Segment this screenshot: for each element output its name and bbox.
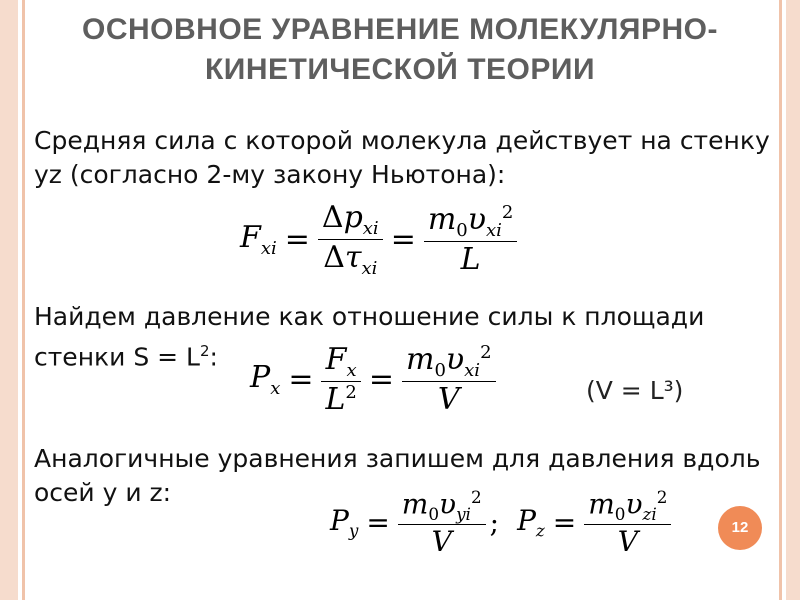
page-number-badge: 12: [718, 506, 762, 550]
formula-pressure-x-frac-2: $\frac{m_0\upsilon_{xi}^2}{V}$: [402, 342, 496, 417]
paragraph-3-line-2: осей y и z:: [34, 478, 172, 507]
title-line-1: ОСНОВНОЕ УРАВНЕНИЕ МОЛЕКУЛЯРНО-: [82, 13, 718, 46]
paragraph-1-line-2: yz (согласно 2-му закону Ньютона):: [34, 160, 506, 189]
paragraph-3-line-1: Аналогичные уравнения запишем для давления вдоль: [34, 444, 761, 473]
formula-force-frac-2: $\frac{m_0\upsilon_{xi}^2}{L}$: [424, 202, 518, 277]
title-line-2: КИНЕТИЧЕСКОЙ ТЕОРИИ: [204, 53, 596, 86]
left-border-decoration: [0, 0, 18, 600]
formula-pressure-x: $P_x$ = $\frac{F_x}{L^2}$ = $\frac{m_0\upsilon_{xi}^2}{V}$: [250, 342, 496, 417]
formula-pressure-x-lhs: $P_x$: [250, 360, 281, 399]
formula-pressure-y-lhs: $P_y$: [330, 504, 359, 541]
formula-pressure-z-frac: $\frac{m_0\upsilon_{zi}^2}{V}$: [584, 487, 671, 558]
formula-force-lhs: $F_{xi}$: [240, 220, 277, 259]
left-border-line: [22, 0, 25, 600]
formula-force-frac-1: $\frac{\Delta p_{xi}}{\Delta\tau_{xi}}$: [318, 200, 383, 279]
formula-pressure-z-lhs: $P_z$: [517, 504, 545, 541]
formula-force: $F_{xi}$ = $\frac{\Delta p_{xi}}{\Delta\tau_{xi}}$ = $\frac{m_0\upsilon_{xi}^2}{L}$: [240, 200, 517, 279]
right-border-decoration: [786, 0, 800, 600]
volume-note: (V = L³): [586, 376, 684, 405]
right-border-line: [779, 0, 782, 600]
formula-pressure-x-frac-1: $\frac{F_x}{L^2}$: [321, 342, 360, 417]
paragraph-1-line-1: Средняя сила с которой молекула действует на стенку: [34, 126, 770, 155]
formula-pressure-y-frac: $\frac{m_0\upsilon_{yi}^2}{V}$: [398, 487, 486, 558]
paragraph-force-description: [34, 124, 770, 192]
paragraph-2-line-2: стенки $S = L^2$:: [34, 342, 218, 372]
paragraph-2-line-1: Найдем давление как отношение силы к площади: [34, 302, 705, 331]
slide-title: [30, 10, 770, 90]
formula-pressure-yz: $P_y$ = $\frac{m_0\upsilon_{yi}^2}{V}$ ; $P_z$ = $\frac{m_0\upsilon_{zi}^2}{V}$: [330, 487, 671, 558]
